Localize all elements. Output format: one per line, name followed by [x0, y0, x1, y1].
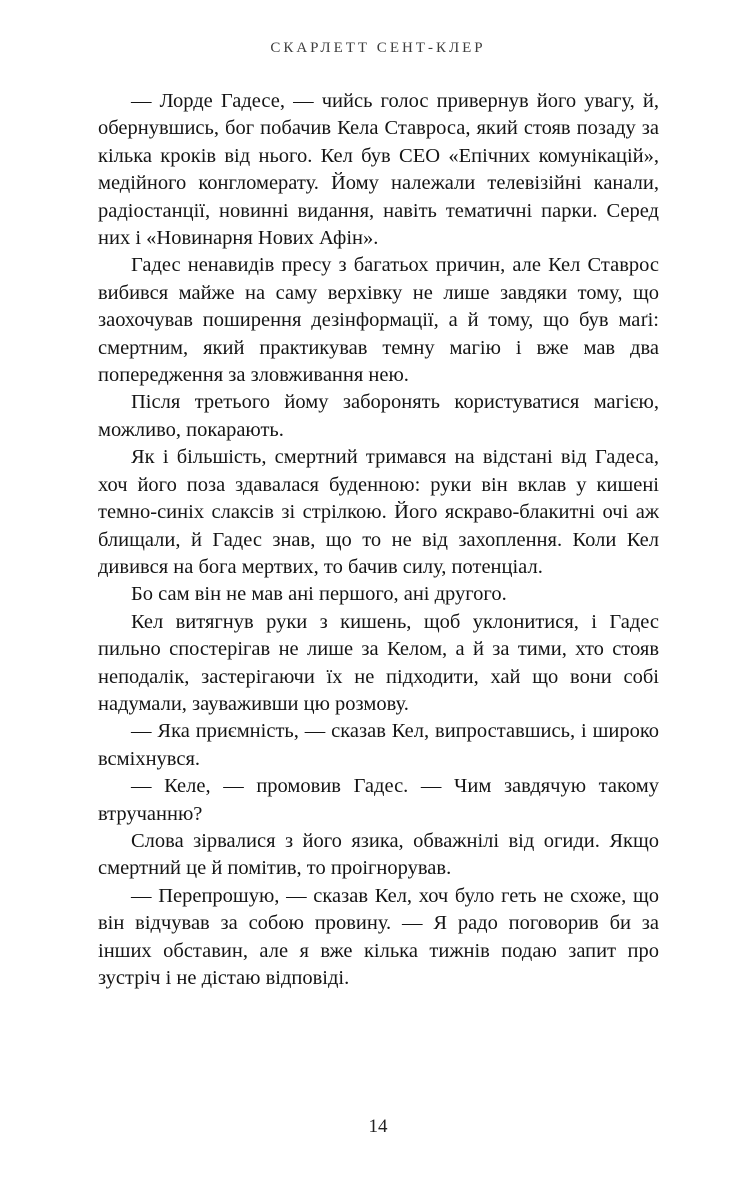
paragraph: — Келе, — промовив Гадес. — Чим завдячую такому втручанню? [98, 775, 659, 825]
paragraph: Слова зірвалися з його язика, обважнілі від огиди. Якщо смертний це й помітив, то проігнорував. [98, 829, 659, 880]
running-header: СКАРЛЕТТ СЕНТ-КЛЕР [270, 40, 486, 56]
text-block [98, 88, 659, 992]
paragraph: Гадес ненавидів пресу з багатьох причин, але Кел Ставрос вибився майже на саму верхівку не лише завдяки тому, що заохочував поширення дезінформації, а й тому, що був маґі: смертним, який практикував темну магію і вже мав два попередження за зловживання нею. [98, 254, 659, 387]
paragraph: Після третього йому заборонять користуватися магією, можливо, покарають. [98, 391, 659, 441]
page-number: 14 [368, 1116, 388, 1137]
paragraph: Бо сам він не мав ані першого, ані другого. [131, 583, 507, 606]
paragraph: — Яка приємність, — сказав Кел, випроставшись, і широко всміхнувся. [98, 720, 659, 770]
paragraph: — Перепрошую, — сказав Кел, хоч було геть не схоже, що він відчував за собою провину. — Я радо поговорив би за інших обставин, але я вже кілька тижнів подаю запит про зустріч і не дістаю відповіді. [98, 884, 659, 989]
paragraph: Кел витягнув руки з кишень, щоб уклонитися, і Гадес пильно спостерігав не лише за Келом, а й за тими, хто стояв неподалік, застерігаючи їх не підходити, хай що вони собі надумали, зауваживши цю розмову. [98, 610, 659, 715]
paragraph: Як і більшість, смертний тримався на відстані від Гадеса, хоч його поза здавалася буденною: руки він вклав у кишені темно-синіх слаксів зі стрілкою. Його яскраво-блакитні очі аж блищали, й Гадес знав, що то не від захоплення. Коли Кел дивився на бога мертвих, то бачив силу, потенціал. [98, 446, 659, 578]
paragraph: — Лорде Гадесе, — чийсь голос привернув його увагу, й, обернувшись, бог побачив Кела Ставроса, який стояв позаду за кілька кроків від нього. Кел був СЕО «Епічних комунікацій», медійного конгломерату. Йому належали телевізійні канали, радіостанції, новинні видання, навіть тематичні парки. Серед них і «Новинарня Нових Афін». [98, 90, 659, 250]
